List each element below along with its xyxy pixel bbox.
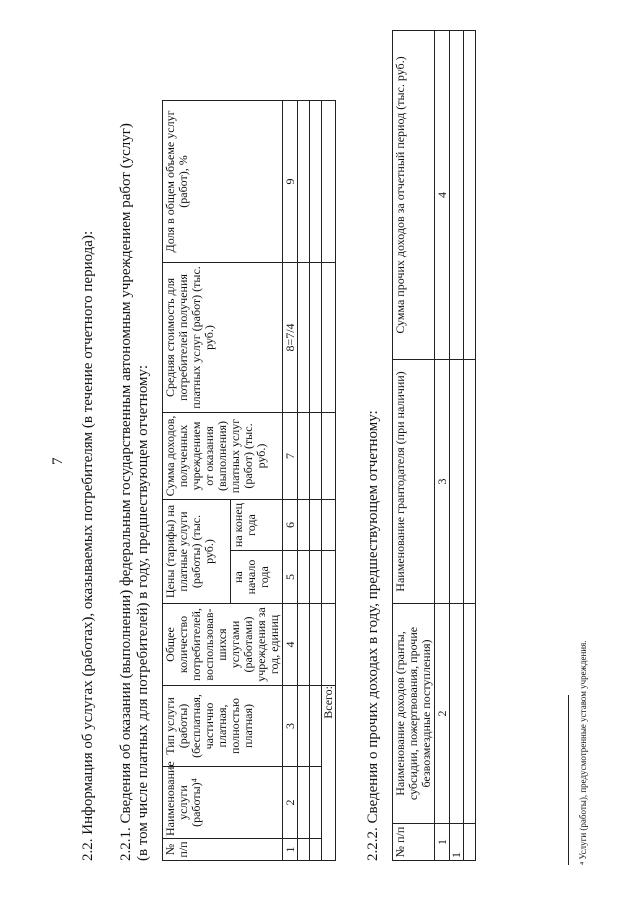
section-2-2-1-heading: 2.2.1. Сведения об оказании (выполнении) федеральным государственным автономным учреждением работ (услуг) <box>118 123 134 861</box>
th-price-start: на начало года <box>231 551 283 604</box>
th-grantor: Наименование грантодателя (при наличии) <box>393 360 435 604</box>
table-row <box>464 31 476 861</box>
col-number-cell: 2 <box>435 604 450 824</box>
th-number: № п/п <box>163 839 283 861</box>
table-row <box>450 31 464 861</box>
total-row <box>322 100 336 860</box>
th-income: Сумма доходов, полученных учреждением от оказания (выполнения) платных услуг (работ) (тыс. руб.) <box>163 412 283 499</box>
section-2-2-1-heading-cont: (в том числе платных для потребителей) в году, предшествующем отчетному: <box>135 364 151 861</box>
col-number-cell: 7 <box>283 412 298 499</box>
footnote-divider <box>568 695 569 865</box>
th-average-cost: Средняя стоимость для потребителей получения платных услуг (работ) (тыс. руб.) <box>163 262 283 412</box>
th-other-income-sum: Сумма прочих доходов за отчетный период (тыс. руб.) <box>393 31 435 360</box>
footnote: ⁴ Услуги (работы), предусмотренные уставом учреждения. <box>578 640 588 865</box>
col-number-cell: 4 <box>283 604 298 686</box>
page-number: 7 <box>50 457 66 465</box>
table-row <box>298 100 310 860</box>
col-number-cell: 2 <box>283 767 298 839</box>
col-number-cell: 5 <box>283 551 298 604</box>
services-table <box>162 100 336 861</box>
total-label: Всего: <box>322 686 336 861</box>
col-number-cell: 3 <box>435 360 450 604</box>
th-service-type: Тип услуги (работы) (бесплатная, частично платная, полностью платная) <box>163 686 283 767</box>
th-share: Доля в общем объеме услуг (работ), % <box>163 100 283 262</box>
th-prices: Цены (тарифы) на платные услуги (работы) (тыс. руб.) <box>163 499 231 603</box>
table-row <box>310 100 322 860</box>
th-income-name: Наименование доходов (гранты, субсидии, пожертвования, прочие безвозмездные поступления) <box>393 604 435 824</box>
col-number-cell: 1 <box>283 839 298 861</box>
col-number-cell: 1 <box>435 824 450 861</box>
other-income-table <box>392 30 476 861</box>
th-price-end: на конец года <box>231 499 283 550</box>
th-service-name: Наименование услуги (работы)⁴ <box>163 767 283 839</box>
section-2-2-2-heading: 2.2.2. Сведения о прочих доходах в году, предшествующем отчетному: <box>365 410 381 861</box>
col-number-cell: 9 <box>283 100 298 262</box>
th-number: № п/п <box>393 824 435 861</box>
col-number-cell: 8=7/4 <box>283 262 298 412</box>
th-consumers-count: Общее количество потребителей, воспользовав-шихся услугами (работами) учреждения за год, единиц <box>163 604 283 686</box>
row-number: 1 <box>450 824 464 861</box>
col-number-cell: 6 <box>283 499 298 550</box>
col-number-cell: 3 <box>283 686 298 767</box>
section-2-2-heading: 2.2. Информация об услугах (работах), оказываемых потребителям (в течение отчетного периода): <box>80 230 96 861</box>
col-number-cell: 4 <box>435 31 450 360</box>
